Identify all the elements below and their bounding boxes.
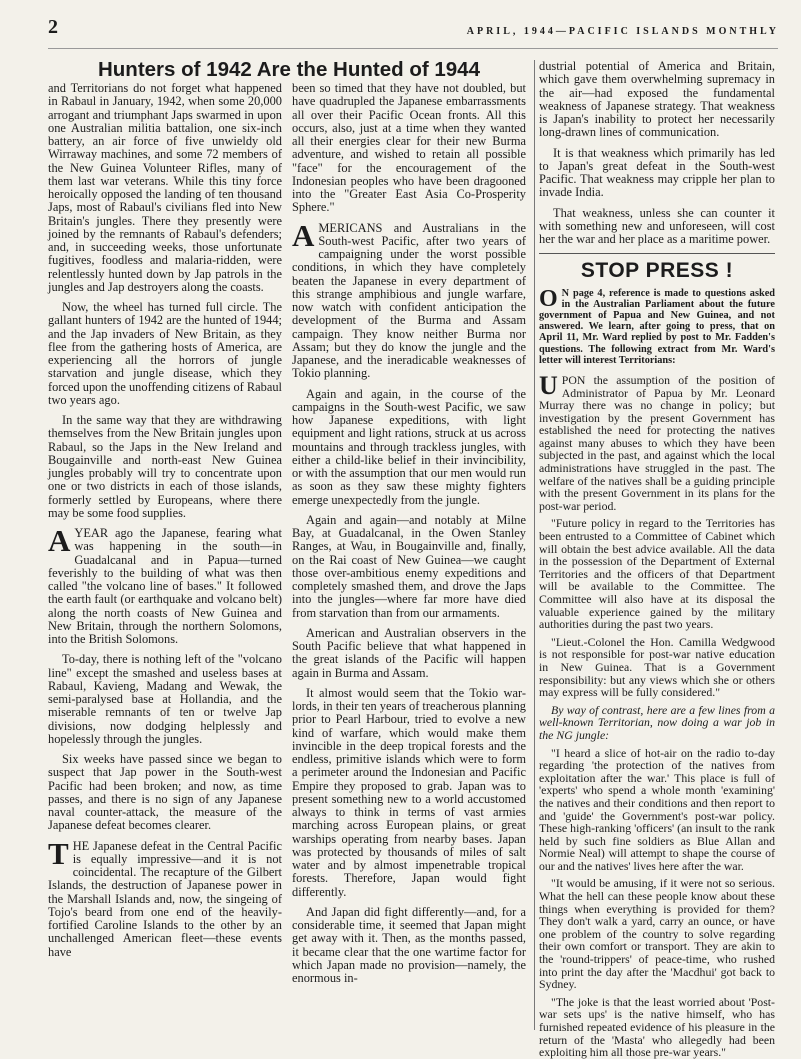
drop-cap: O [539, 285, 558, 312]
paragraph-text: HE Japanese defeat in the Central Pacific is equally impressive—and it is not coincidental. The recapture of the Gilbert Islands, the destruction of Japanese power in the Marshall Islands and, now, the singeing of Tojo's beard from one end of the heavily-fortified Caroline Islands to the other by an unchallenged American fleet—these events have [48, 838, 282, 959]
running-head: APRIL, 1944—PACIFIC ISLANDS MONTHLY [466, 26, 779, 37]
article-paragraph: American and Australian observers in the South Pacific believe that what happened in the great islands of the Pacific will happen again in Burma and Assam. [292, 625, 526, 680]
drop-cap: T [48, 835, 69, 871]
article-paragraph [292, 217, 526, 381]
paragraph-text: YEAR ago the Japanese, fearing what was happening in the south—in Guadalcanal and in Papua—turned feverishly to the building of what was then called "the volcano line of bases." It followed the earth fault (or earthquake and volcano belt) along the north coasts of New Guinea and New Britain, through the northern Solomons, into the British Solomons. [48, 526, 282, 646]
drop-cap: A [48, 523, 71, 558]
article-paragraph: and Territorians do not forget what happened in Rabaul in January, 1942, when some 20,000 arrogant and triumphant Japs swarmed in upon one Australian militia battalion, one six-inch battery, an air force of five unwieldy old Wirraway machines, and some 72 members of the New Guinea Volunteer Rifles, many of them last war veterans. While this tiny force heroically opposed the landing of ten thousand Japs, most of Rabaul's civilians fled into New Britain's jungles. There they presently were joined by the remnants of Rabaul's defenders; and, in succeeding weeks, those unfortunate fugitives, foodless and malaria-ridden, were relentlessly hunted down by Jap patrols in the jungles and Jap destroyers along the coasts. [48, 81, 282, 294]
article-paragraph: That weakness, unless she can counter it with something new and unforeseen, will cost her the war and her place as a maritime power. [539, 205, 775, 246]
drop-cap: A [292, 217, 315, 253]
article-paragraph: To-day, there is nothing left of the "volcano line" except the smashed and useless bases at Rabaul, Kavieng, Madang and Wewak, the semi-paralysed base at Hollandia, and the miserable remnants of ten or twelve Jap divisions, now dodging helplessly and hopelessly through the jungles. [48, 652, 282, 746]
drop-cap: U [539, 370, 558, 400]
article-paragraph [48, 835, 282, 959]
letter-paragraph: "It would be amusing, if it were not so serious. What the hell can these people know about these things when everything is provided for them? They don't walk a yard, carry an ounce, or have one problem of the country to solve regarding their own comfort or transport. They are akin to the 'round-trippers' of peace-time, who rushed into print the day after the 'Macdhui' got back to Sydney. [539, 876, 775, 992]
stop-press-paragraph: "Lieut.-Colonel the Hon. Camilla Wedgwood is not responsible for post-war native education in New Guinea. That is a Government responsibility: but any views which she or others may express will be fully considered." [539, 634, 775, 700]
stop-press-note [539, 285, 775, 366]
header-rule [48, 48, 778, 49]
paragraph-text: MERICANS and Australians in the South-west Pacific, after two years of campaigning under the worst possible conditions, in which they have completely beaten the Japanese in every department of this strange amphibious and jungle warfare, now watch with confident anticipation the development of the Burma and Assam campaign. They know neither Burma nor Assam; but they do know the jungle and the Japanese, and the ineradicable weaknesses of Tokio planning. [292, 220, 526, 381]
article-column-1 [48, 82, 282, 1032]
section-divider [539, 253, 775, 254]
article-paragraph: dustrial potential of America and Britain, which gave them overwhelming supremacy in the air—had exposed the fundamental weakness of Japanese strategy. That weakness is Japan's inability to protect her necessarily long-drawn lines of communication. [539, 59, 775, 140]
article-paragraph [48, 523, 282, 646]
article-paragraph: Again and again—and notably at Milne Bay, at Guadalcanal, in the Owen Stanley Ranges, at Wau, in Bougainville and, finally, on the Rai coast of New Guinea—we caught those over-ambitious enemy expeditions and completely smashed them, and drove the Japs into the jungles—where far more have died from starvation than from our armaments. [292, 512, 526, 620]
article-paragraph: Six weeks have passed since we began to suspect that Jap power in the South-west Pacific had been broken; and now, as time passes, and there is no sign of any Japanese naval counter-attack, the measure of the Japanese defeat becomes clearer. [48, 752, 282, 833]
letter-paragraph: "The joke is that the least worried about 'Post-war sets ups' is the native himself, who has furnished repeated evidence of his pleasure in the return of the 'Masta' who allegedly had been exploiting him all those pre-war years." [539, 994, 775, 1059]
article-paragraph: It almost would seem that the Tokio war-lords, in their ten years of treacherous planning prior to Pearl Harbour, tried to evolve a new kind of warfare, which would make them invincible in the deep tropical forests and the endless, primitive islands which were to form a perimeter around the Indonesian and Pacific Empire they proposed to grab. Japan was to present something new to a world accustomed always to think in terms of vast armies marching across European plains, or great warships operating from nearby bases. Japan was protected by thousands of miles of salt water and by almost impenetrable tropical forests. Therefore, Japan would fight differently. [292, 685, 526, 899]
stop-press-paragraph [539, 370, 775, 513]
article-column-2 [292, 82, 526, 1032]
article-paragraph: In the same way that they are withdrawing themselves from the New Britain jungles upon Rabaul, so the Japs in the New Ireland and Bougainville and north-east New Guinea jungles probably will try to concentrate upon one or two districts in each of those islands, formerly settled by Europeans, where there may be some food supplies. [48, 413, 282, 520]
column-divider [534, 60, 535, 1030]
article-paragraph: It is that weakness which primarily has led to Japan's great defeat in the South-west Pacific. That weakness may cripple her plan to invade India. [539, 145, 775, 200]
letter-paragraph: "I heard a slice of hot-air on the radio to-day regarding 'the protection of the natives from exploitation after the war.' This place is full of 'experts' who spend a whole month 'examining' the natives and their conditions and then report to and 'guide' the Government's post-war policy. These high-ranking 'officers' (an insult to the rank held by such fine soldiers as Blue Allan and Normie Neal) will attempt to shape the course of our and the natives' lives here after the war. [539, 745, 775, 873]
note-text: N page 4, reference is made to questions asked in the Australian Parliament about the future government of Papua and New Guinea, and not answered. We learn, after going to press, that on April 11, Mr. Ward replied by post to Mr. Fadden's questions. The following extract from Mr. Ward's letter will interest Territorians: [539, 287, 775, 366]
paragraph-text: PON the assumption of the position of Administrator of Papua by Mr. Leonard Murray there was no change in policy; but investigation by the present Government has established the need for protecting the natives against many abuses to which they have been subjected in the past, and against which the local administrations have struggled in the past. The welfare of the natives shall be a guiding principle with the present Government in its plans for the post-war period. [539, 372, 775, 513]
article-headline: Hunters of 1942 Are the Hunted of 1944 [97, 58, 480, 81]
article-paragraph: And Japan did fight differently—and, for a considerable time, it seemed that Japan might get away with it. Then, as the months passed, it became clear that the one wartime factor for which Japan made no provision—namely, the enormous in- [292, 904, 526, 985]
article-paragraph: Again and again, in the course of the campaigns in the South-west Pacific, we saw how Japanese expeditions, with light equipment and light rations, struck at us across mountains and through trackless jungles, with either a child-like belief in their invincibility, or with the assumption that our men would run as soon as they saw these mighty fighters emerge unexpectedly from the jungle. [292, 386, 526, 507]
article-column-3 [539, 59, 775, 1059]
article-paragraph: been so timed that they have not doubled, but have quadrupled the Japanese embarrassments all over their Pacific Ocean fronts. All this occurs, also, just at a time when they wanted all their energies clear for their new Burma adventure, and wished to retain all possible "face" for the encouragement of the Indonesian peoples who have been dragooned into the "Greater East Asia Co-Prosperity Sphere." [292, 81, 526, 215]
letter-intro: By way of contrast, here are a few lines from a well-known Territorian, now doing a war job in the NG jungle: [539, 702, 775, 742]
stop-press-title: STOP PRESS ! [580, 259, 734, 283]
article-paragraph: Now, the wheel has turned full circle. The gallant hunters of 1942 are the hunted of 1944; and the Jap invaders of New Britain, as they flee from the gathering hosts of America, are experiencing all the horrors of jungle starvation and jungle disease, which they forced upon the unoffending citizens of Rabaul two years ago. [48, 300, 282, 407]
page-number: 2 [48, 16, 58, 38]
stop-press-paragraph: "Future policy in regard to the Territories has been entrusted to a Committee of Cabinet which will obtain the best advice available. All the data in the possession of the Department of External Territories and the officers of that Department will be available to the Committee. The Committee will also have at its disposal the valuable experience gained by the military authorities during the past two years. [539, 516, 775, 632]
